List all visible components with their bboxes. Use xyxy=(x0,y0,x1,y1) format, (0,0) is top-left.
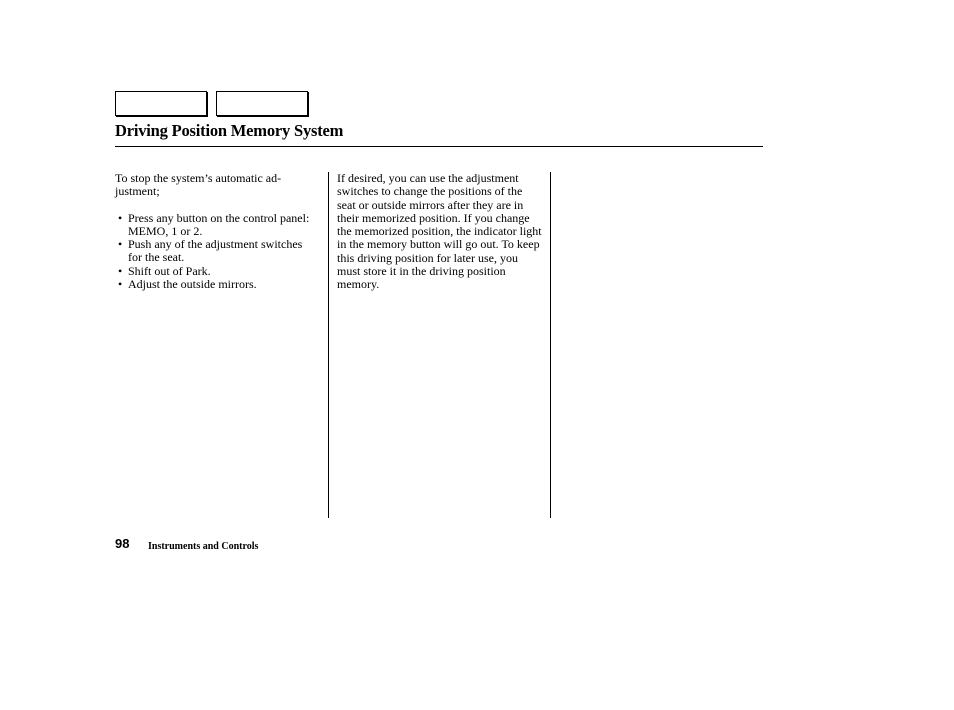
bullet-icon: • xyxy=(118,277,123,292)
middle-column xyxy=(337,172,543,292)
list-item xyxy=(115,238,315,265)
intro-text: To stop the system’s automatic ad- justment; xyxy=(115,171,282,199)
bullet-icon: • xyxy=(118,263,123,278)
column-divider xyxy=(550,172,551,518)
column-divider xyxy=(328,172,329,518)
page-number: 98 xyxy=(115,536,130,551)
bullet-icon: • xyxy=(118,237,123,252)
list-item xyxy=(115,212,315,239)
list-item xyxy=(115,265,315,278)
list-item xyxy=(115,278,315,291)
nav-box-right[interactable] xyxy=(216,91,308,116)
left-column xyxy=(115,172,315,291)
page-title: Driving Position Memory System xyxy=(115,121,344,140)
list-item-text: Adjust the outside mirrors. xyxy=(128,277,257,292)
bullet-icon: • xyxy=(118,210,123,225)
list-item-text: Push any of the adjustment switches for the seat. xyxy=(128,237,303,265)
list-item-text: Press any button on the control panel: MEMO, 1 or 2. xyxy=(128,210,310,238)
title-underline xyxy=(115,146,763,147)
nav-box-left[interactable] xyxy=(115,91,207,116)
adjustment-paragraph: If desired, you can use the adjustment switches to change the positions of the seat or outside mirrors after they are in their memorized position. If you change the memorized position, the indicator light in the memory button will go out. To keep this driving position for later use, you must store it in the driving position memory. xyxy=(337,171,542,292)
list-item-text: Shift out of Park. xyxy=(128,263,211,278)
section-label: Instruments and Controls xyxy=(148,541,259,552)
stop-conditions-list xyxy=(115,212,315,292)
